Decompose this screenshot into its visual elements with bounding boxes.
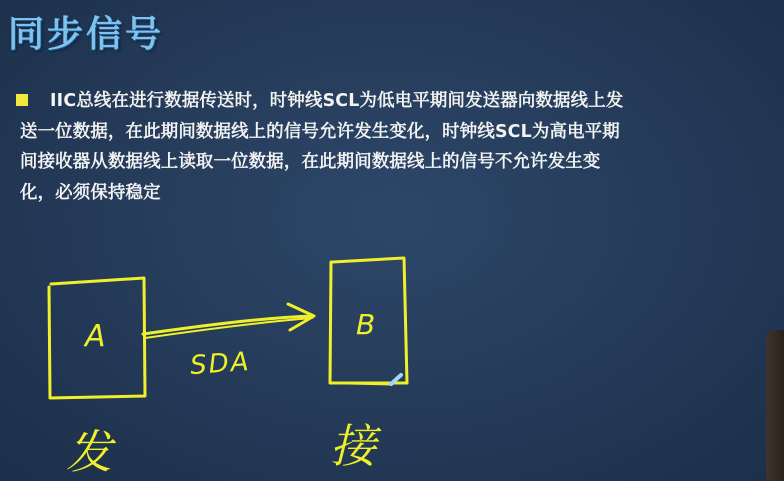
presenter-shoulder: [766, 330, 784, 481]
receiver-caption: 接: [330, 419, 376, 473]
sender-caption: 发: [66, 425, 112, 479]
bullet-line-1: IIC总线在进行数据传送时，时钟线SCL为低电平期间发送器向数据线上发: [50, 91, 624, 111]
bullet-line-3: 间接收器从数据线上读取一位数据，在此期间数据线上的信号不允许发生变: [20, 152, 601, 172]
bullet-line-2: 送一位数据，在此期间数据线上的信号允许发生变化，时钟线SCL为高电平期: [20, 121, 620, 142]
receiver-box-label: B: [356, 308, 376, 341]
sda-arrow-label: SDA: [189, 346, 252, 382]
slide-title: 同步信号: [8, 14, 165, 55]
sda-arrow: [143, 304, 314, 338]
sender-box-label: A: [85, 319, 106, 354]
bullet-line-4: 化，必须保持稳定: [20, 182, 161, 203]
